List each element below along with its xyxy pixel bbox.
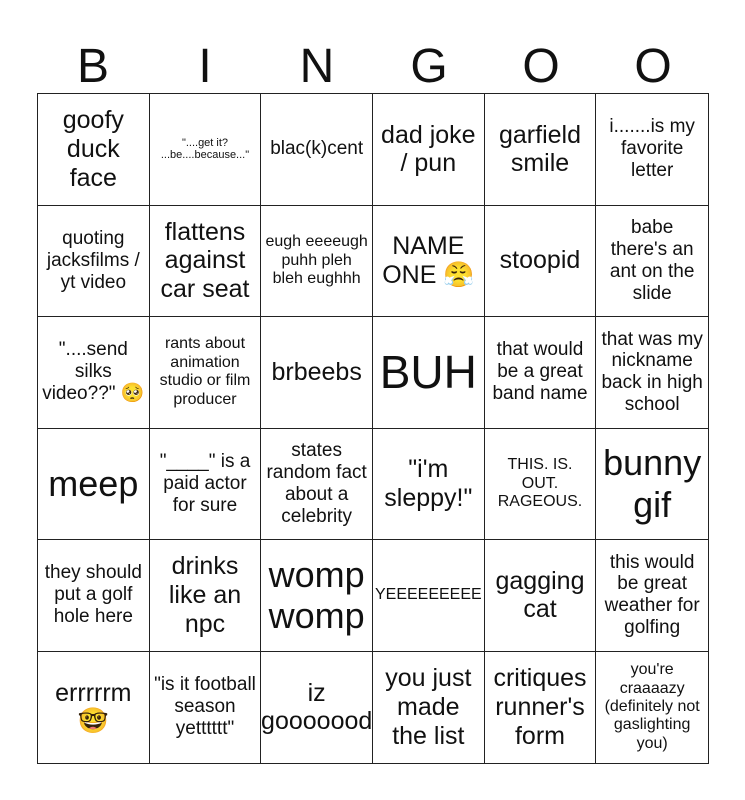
bingo-cell[interactable]: i.......is my favorite letter [596, 94, 708, 206]
bingo-cell[interactable]: "....get it? ...be....because..." [150, 94, 262, 206]
bingo-cell[interactable]: they should put a golf hole here [38, 540, 150, 652]
bingo-cell[interactable]: brbeebs [261, 317, 373, 429]
bingo-cell[interactable]: goofy duck face [38, 94, 150, 206]
bingo-cell[interactable]: THIS. IS. OUT. RAGEOUS. [485, 429, 597, 541]
bingo-cell[interactable]: stoopid [485, 206, 597, 318]
bingo-cell[interactable]: rants about animation studio or film producer [150, 317, 262, 429]
bingo-cell[interactable]: gagging cat [485, 540, 597, 652]
bingo-header [37, 36, 709, 96]
bingo-cell[interactable]: "....send silks video??" 🥺 [38, 317, 150, 429]
bingo-cell[interactable]: eugh eeeeugh puhh pleh bleh eughhh [261, 206, 373, 318]
bingo-cell[interactable]: drinks like an npc [150, 540, 262, 652]
header-letter-o-2: O [634, 39, 672, 93]
bingo-cell[interactable]: you just made the list [373, 652, 485, 764]
bingo-cell[interactable]: NAME ONE 😤 [373, 206, 485, 318]
bingo-cell[interactable]: babe there's an ant on the slide [596, 206, 708, 318]
bingo-cell[interactable]: errrrrm 🤓 [38, 652, 150, 764]
bingo-cell[interactable]: flattens against car seat [150, 206, 262, 318]
header-letter-g: G [410, 39, 448, 93]
header-letter-o: O [522, 39, 560, 93]
bingo-cell[interactable]: you're craaaazy (definitely not gaslighting you) [604, 661, 700, 752]
bingo-cell[interactable]: that would be a great band name [485, 317, 597, 429]
bingo-cell[interactable]: BUH [373, 317, 485, 429]
bingo-cell[interactable]: this would be great weather for golfing [596, 540, 708, 652]
bingo-board [37, 93, 709, 764]
bingo-cell[interactable]: meep [38, 429, 150, 541]
bingo-cell[interactable]: critiques runner's form [485, 652, 597, 764]
header-letter-n: N [299, 39, 335, 93]
bingo-cell[interactable]: dad joke / pun [373, 94, 485, 206]
bingo-cell[interactable]: iz gooooood [261, 652, 373, 764]
bingo-cell[interactable]: blac(k)cent [261, 94, 373, 206]
header-letter-i: I [198, 39, 212, 93]
bingo-cell[interactable]: YEEEEEEEEE [373, 540, 485, 652]
bingo-cell[interactable]: "is it football season yetttttt" [150, 652, 262, 764]
bingo-cell[interactable]: states random fact about a celebrity [261, 429, 373, 541]
bingo-cell[interactable]: "____" is a paid actor for sure [150, 429, 262, 541]
bingo-cell[interactable]: bunny gif [596, 429, 708, 541]
bingo-cell[interactable]: "i'm sleppy!" [373, 429, 485, 541]
bingo-cell[interactable]: quoting jacksfilms / yt video [38, 206, 150, 318]
bingo-cell[interactable]: garfield smile [485, 94, 597, 206]
bingo-cell[interactable]: womp womp [261, 540, 373, 652]
bingo-cell[interactable]: that was my nickname back in high school [596, 317, 708, 429]
header-letter-b: B [76, 39, 109, 93]
